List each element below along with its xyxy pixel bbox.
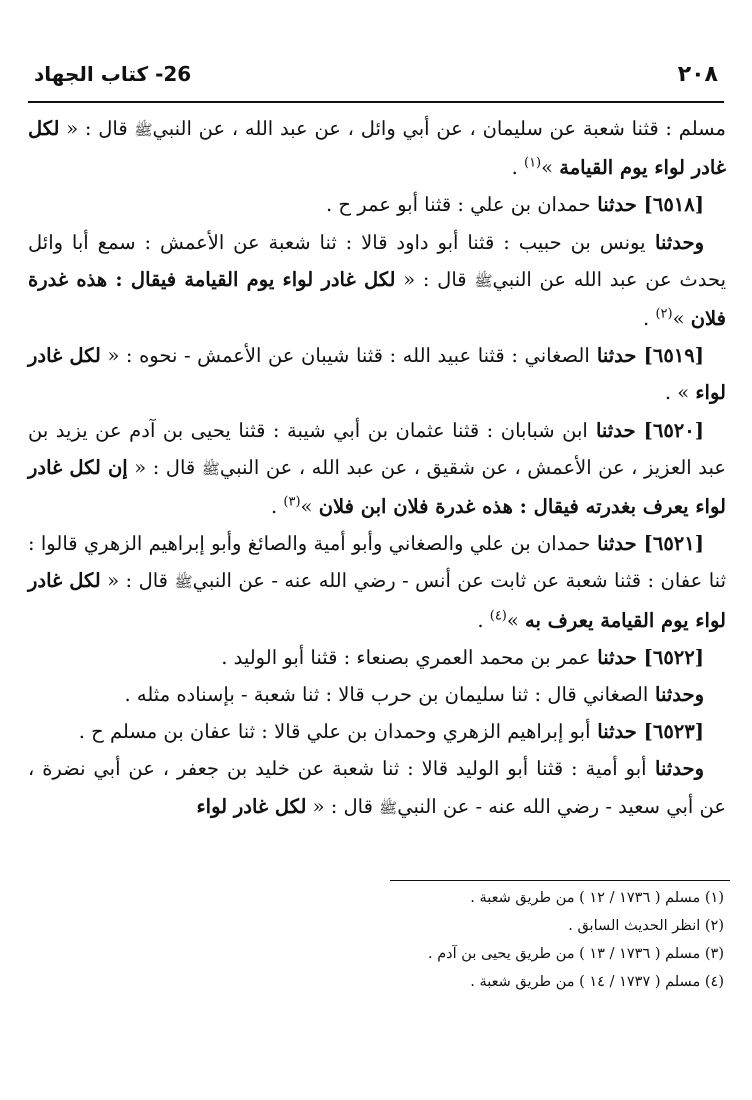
footnote-ref[interactable]: (٤)	[489, 608, 507, 624]
narration-text: »	[506, 608, 526, 632]
footnote-item: (٢) انظر الحديث السابق .	[568, 918, 724, 934]
hadith-number: [٦٥٢٠]	[643, 418, 704, 442]
hadith-matn: لكل غادر لواء يوم القيامة يعرف به	[28, 569, 726, 632]
hadith-number: [٦٥٢٣]	[643, 720, 704, 744]
salutation-symbol: ﷺ	[379, 798, 398, 817]
narration-text: أبو إبراهيم الزهري وحمدان بن علي قالا : ثنا عفان بن مسلم ح .	[78, 720, 591, 744]
hadith-matn: إن لكل غادر لواء يعرف بغدرته فيقال : هذه غدرة فلان ابن فلان	[28, 455, 726, 519]
salutation-symbol: ﷺ	[474, 271, 493, 290]
hadith-number: [٦٥٢١]	[643, 532, 704, 556]
salutation-symbol: ﷺ	[201, 459, 220, 478]
narration-text: .	[643, 307, 656, 331]
narration-text: قال : «	[59, 117, 135, 140]
narration-text: ابن شبابان : قثنا عثمان بن أبي شيبة : قثنا يحيى بن آدم عن يزيد بن عبد العزيز ، عن الأعمش ، عن شقيق ، عن عبد الله ، عن النبي	[28, 418, 726, 479]
narration-text: حمدان بن علي : قثنا أبو عمر ح .	[326, 193, 591, 217]
narration-lead: وحدثنا	[646, 757, 704, 781]
narration-text: .	[511, 156, 524, 180]
hadith-number: [٦٥١٨]	[643, 193, 704, 217]
page-number: ٢٠٨	[677, 62, 718, 87]
hadith-paragraph	[28, 676, 726, 713]
narration-text: .	[271, 495, 284, 519]
salutation-symbol: ﷺ	[134, 121, 153, 139]
footnote-item: (٣) مسلم ( ١٧٣٦ / ١٣ ) من طريق يحيى بن آدم .	[427, 946, 724, 962]
hadith-paragraph	[28, 639, 726, 676]
hadith-matn: لكل غادر لواء يوم القيامة	[28, 117, 726, 180]
narration-lead: حدثنا	[590, 645, 644, 669]
narration-text: قال : «	[395, 267, 475, 291]
narration-lead: حدثنا	[589, 344, 644, 368]
narration-lead: وحدثنا	[648, 683, 704, 707]
narration-text: » .	[664, 381, 696, 405]
narration-text: »	[541, 156, 560, 180]
narration-text: يونس بن حبيب : قثنا أبو داود قالا : ثنا شعبة عن الأعمش : سمع أبا وائل يحدث عن عبد الله عن النبي	[28, 230, 726, 291]
narration-text: »	[672, 307, 691, 331]
narration-lead: حدثنا	[587, 418, 644, 442]
narration-text: عمر بن محمد العمري بصنعاء : قثنا أبو الوليد .	[221, 645, 591, 669]
narration-text: قال : «	[306, 794, 380, 818]
hadith-matn: لكل غادر لواء	[196, 794, 307, 818]
footnotes	[300, 884, 724, 996]
hadith-paragraph	[28, 525, 726, 639]
hadith-paragraph	[28, 224, 726, 338]
footnote-ref[interactable]: (٢)	[655, 306, 673, 322]
narration-lead: وحدثنا	[645, 230, 704, 254]
narration-text: قال : «	[100, 569, 175, 593]
hadith-matn: لكل غادر لواء	[28, 344, 726, 405]
narration-text: الصغاني قال : ثنا سليمان بن حرب قالا : ثنا شعبة - بإسناده مثله .	[124, 683, 649, 707]
narration-lead: حدثنا	[590, 193, 644, 217]
hadith-paragraph	[28, 186, 726, 223]
narration-text: .	[477, 608, 490, 632]
narration-text: حمدان بن علي والصغاني وأبو أمية والصائغ وأبو إبراهيم الزهري قالوا : ثنا عفان : قثنا شعبة عن ثابت عن أنس - رضي الله عنه - عن النبي	[28, 532, 726, 593]
hadith-paragraph	[28, 337, 726, 411]
footnote-divider	[390, 880, 730, 881]
narration-lead: حدثنا	[590, 532, 644, 556]
narration-text: »	[300, 495, 319, 519]
narration-text: الصغاني : قثنا عبيد الله : قثنا شيبان عن الأعمش - نحوه : «	[100, 344, 590, 368]
footnote-item: (١) مسلم ( ١٧٣٦ / ١٢ ) من طريق شعبة .	[470, 890, 724, 906]
hadith-number: [٦٥١٩]	[643, 344, 704, 368]
narration-lead: حدثنا	[590, 720, 644, 744]
hadith-paragraph	[28, 110, 726, 186]
footnote-item: (٤) مسلم ( ١٧٣٧ / ١٤ ) من طريق شعبة .	[470, 974, 724, 990]
main-text	[28, 110, 726, 827]
hadith-paragraph	[28, 750, 726, 826]
narration-text: قال : «	[127, 455, 202, 479]
header-divider	[28, 101, 724, 103]
hadith-paragraph	[28, 713, 726, 750]
chapter-title: 26- كتاب الجهاد	[34, 62, 192, 86]
hadith-matn: لكل غادر لواء يوم القيامة فيقال : هذه غدرة فلان	[28, 267, 726, 331]
hadith-paragraph	[28, 412, 726, 526]
hadith-number: [٦٥٢٢]	[643, 645, 704, 669]
footnote-ref[interactable]: (١)	[523, 155, 542, 171]
narration-text: أبو أمية : قثنا أبو الوليد قالا : ثنا شعبة عن خليد بن جعفر ، عن أبي نضرة ، عن أبي سعيد - رضي الله عنه - عن النبي	[28, 757, 726, 818]
page-header	[28, 62, 724, 96]
footnote-ref[interactable]: (٣)	[283, 494, 301, 510]
salutation-symbol: ﷺ	[174, 573, 193, 592]
narration-text: مسلم : قثنا شعبة عن سليمان ، عن أبي وائل ، عن عبد الله ، عن النبي	[152, 117, 726, 140]
